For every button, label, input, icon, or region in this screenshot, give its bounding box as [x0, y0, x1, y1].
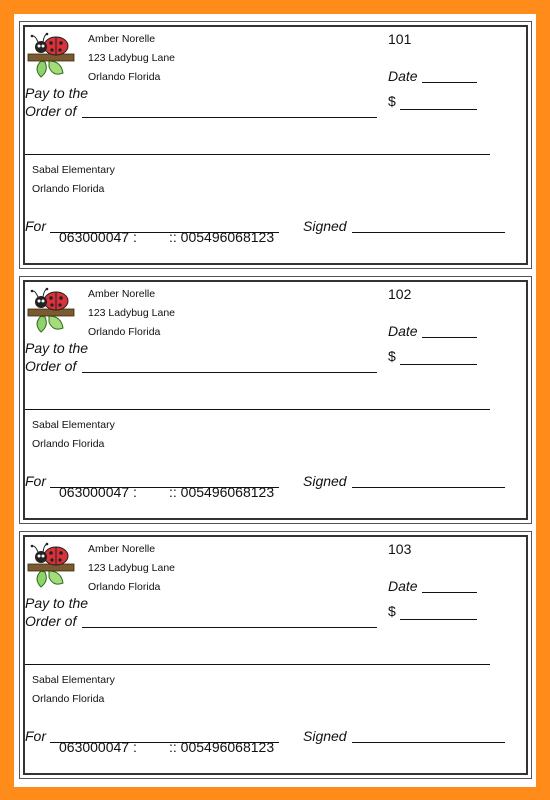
pay-to-label: Pay to the: [25, 85, 89, 101]
ladybug-icon: [27, 286, 77, 336]
account-number: :: 005496068123: [169, 739, 275, 755]
payer-street: 123 Ladybug Lane: [88, 52, 175, 64]
check-number: 102: [388, 286, 412, 302]
check-102: [19, 276, 532, 524]
for-label: For: [25, 728, 46, 744]
dollar-sign: $: [388, 603, 396, 619]
bank-name: Sabal Elementary: [32, 164, 115, 176]
payer-name: Amber Norelle: [88, 288, 156, 300]
payee-field[interactable]: [82, 627, 377, 628]
signed-label: Signed: [303, 218, 347, 234]
amount-field[interactable]: [400, 109, 477, 110]
payer-name: Amber Norelle: [88, 543, 156, 555]
payer-city: Orlando Florida: [88, 71, 161, 83]
account-number: :: 005496068123: [169, 229, 275, 245]
amount-words-field[interactable]: [25, 664, 490, 665]
ladybug-icon: [27, 541, 77, 591]
payer-street: 123 Ladybug Lane: [88, 562, 175, 574]
for-label: For: [25, 218, 46, 234]
signature-field[interactable]: [352, 742, 505, 743]
routing-number: 063000047 :: [59, 229, 137, 245]
check-103: [19, 531, 532, 779]
amount-words-field[interactable]: [25, 409, 490, 410]
date-field[interactable]: [422, 592, 477, 593]
account-number: :: 005496068123: [169, 484, 275, 500]
check-101: [19, 21, 532, 269]
date-label: Date: [388, 68, 418, 84]
bank-name: Sabal Elementary: [32, 419, 115, 431]
pay-to-label: Pay to the: [25, 595, 89, 611]
for-label: For: [25, 473, 46, 489]
order-of-label: Order of: [25, 358, 77, 374]
check-number: 103: [388, 541, 412, 557]
payer-name: Amber Norelle: [88, 33, 156, 45]
signature-field[interactable]: [352, 487, 505, 488]
bank-city: Orlando Florida: [32, 438, 105, 450]
amount-field[interactable]: [400, 364, 477, 365]
payer-street: 123 Ladybug Lane: [88, 307, 175, 319]
amount-field[interactable]: [400, 619, 477, 620]
payer-city: Orlando Florida: [88, 326, 161, 338]
date-label: Date: [388, 578, 418, 594]
signed-label: Signed: [303, 473, 347, 489]
bank-name: Sabal Elementary: [32, 674, 115, 686]
payee-field[interactable]: [82, 117, 377, 118]
bank-city: Orlando Florida: [32, 183, 105, 195]
routing-number: 063000047 :: [59, 739, 137, 755]
dollar-sign: $: [388, 93, 396, 109]
signed-label: Signed: [303, 728, 347, 744]
date-field[interactable]: [422, 337, 477, 338]
check-number: 101: [388, 31, 412, 47]
bank-city: Orlando Florida: [32, 693, 105, 705]
payer-city: Orlando Florida: [88, 581, 161, 593]
order-of-label: Order of: [25, 613, 77, 629]
amount-words-field[interactable]: [25, 154, 490, 155]
payee-field[interactable]: [82, 372, 377, 373]
date-label: Date: [388, 323, 418, 339]
routing-number: 063000047 :: [59, 484, 137, 500]
check-page: [14, 14, 536, 787]
ladybug-icon: [27, 31, 77, 81]
dollar-sign: $: [388, 348, 396, 364]
signature-field[interactable]: [352, 232, 505, 233]
order-of-label: Order of: [25, 103, 77, 119]
pay-to-label: Pay to the: [25, 340, 89, 356]
date-field[interactable]: [422, 82, 477, 83]
